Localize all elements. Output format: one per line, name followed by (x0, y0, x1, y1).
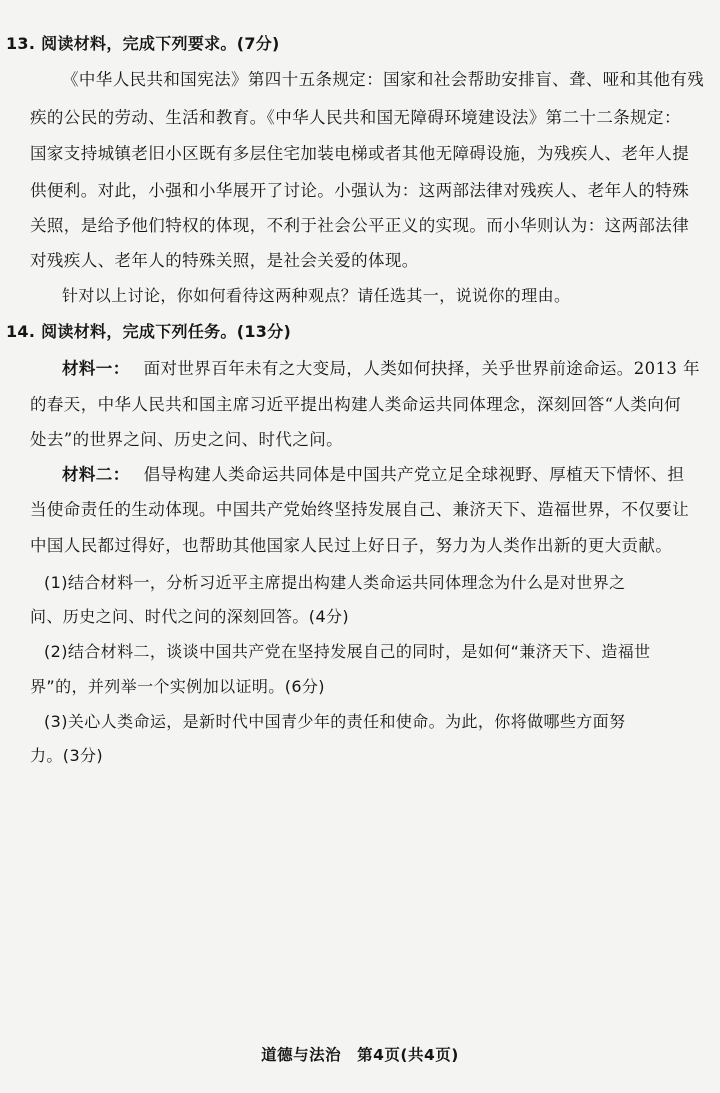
q14-sub2-line-1: (2)结合材料二，谈谈中国共产党在坚持发展自己的同时，是如何“兼济天下、造福世 (44, 642, 651, 661)
q13-header: 13. 阅读材料，完成下列要求。(7分) (6, 34, 280, 53)
q14-sub2-line-2: 界”的，并列举一个实例加以证明。(6分) (30, 677, 325, 696)
q13-line-3: 国家支持城镇老旧小区既有多层住宅加装电梯或者其他无障碍设施，为残疾人、老年人提 (30, 144, 690, 163)
q13-line-2: 疾的公民的劳动、生活和教育。《中华人民共和国无障碍环境建设法》第二十二条规定： (30, 108, 681, 127)
q14-sub3-line-1: (3)关心人类命运，是新时代中国青少年的责任和使命。为此，你将做哪些方面努 (44, 712, 626, 731)
q13-prompt: 针对以上讨论，你如何看待这两种观点？请任选其一，说说你的理由。 (62, 286, 571, 305)
material2-label: 材料二： (62, 465, 130, 484)
q14-material1-line-2: 的春天，中华人民共和国主席习近平提出构建人类命运共同体理念，深刻回答“人类向何 (30, 395, 682, 414)
material1-first-text: 面对世界百年未有之大变局，人类如何抉择，关乎世界前途命运。2013 年 (143, 359, 700, 378)
q14-material1-first (62, 359, 700, 379)
q14-sub1-line-2: 问、历史之问、时代之问的深刻回答。(4分) (30, 607, 350, 626)
material1-label: 材料一： (62, 359, 130, 378)
q14-material2-line-3: 中国人民都过得好，也帮助其他国家人民过上好日子，努力为人类作出新的更大贡献。 (30, 536, 673, 555)
q14-material1-line-3: 处去”的世界之问、历史之问、时代之问。 (30, 430, 344, 449)
q14-material2-line-2: 当使命责任的生动体现。中国共产党始终坚持发展自己、兼济天下、造福世界，不仅要让 (30, 500, 690, 519)
q13-line-4: 供便利。对此，小强和小华展开了讨论。小强认为：这两部法律对残疾人、老年人的特殊 (30, 181, 690, 200)
q14-header: 14. 阅读材料，完成下列任务。(13分) (6, 322, 292, 341)
q13-line-1: 《中华人民共和国宪法》第四十五条规定：国家和社会帮助安排盲、聋、哑和其他有残 (62, 70, 705, 89)
page-footer: 道德与法治 第4页(共4页) (261, 1046, 459, 1064)
q14-sub3-line-2: 力。(3分) (30, 746, 104, 765)
q13-line-5: 关照，是给予他们特权的体现，不利于社会公平正义的实现。而小华则认为：这两部法律 (30, 216, 690, 235)
q14-sub1-line-1: (1)结合材料一，分析习近平主席提出构建人类命运共同体理念为什么是对世界之 (44, 573, 626, 592)
material2-first-text: 倡导构建人类命运共同体是中国共产党立足全球视野、厚植天下情怀、担 (143, 465, 685, 484)
q14-material2-first (62, 465, 684, 485)
q13-line-6: 对残疾人、老年人的特殊关照，是社会关爱的体现。 (30, 251, 419, 270)
